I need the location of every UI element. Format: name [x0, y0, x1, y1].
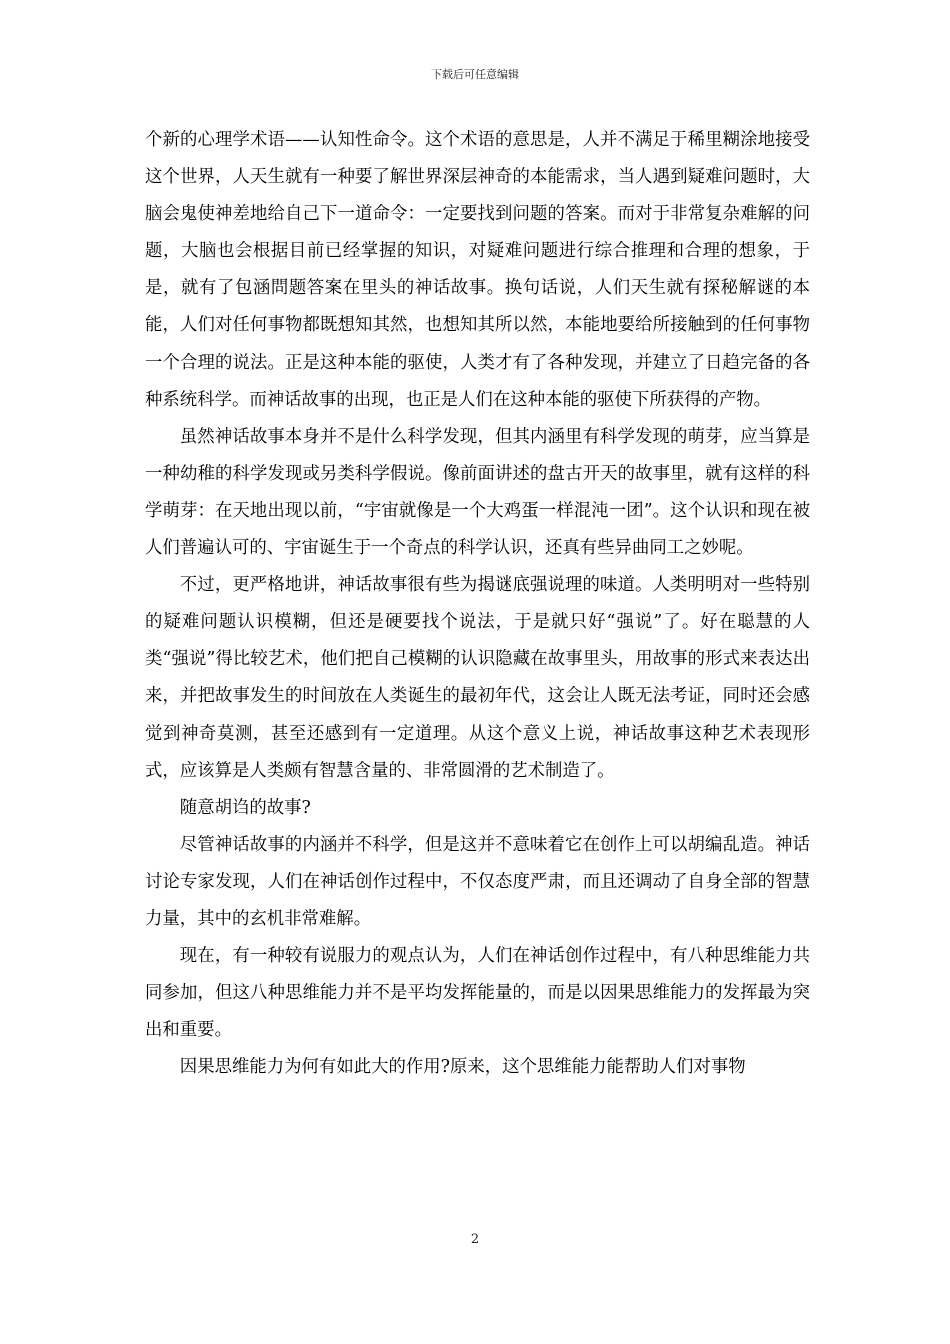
page-number: 2: [470, 1232, 480, 1247]
paragraph-2: 虽然神话故事本身并不是什么科学发现，但其内涵里有科学发现的萌芽，应当算是一种幼稚的科学发现或另类科学假说。像前面讲述的盘古开天的故事里，就有这样的科学萌芽：在天地出现以前，“宇宙就像是一个大鸡蛋一样混沌一团”。这个认识和现在被人们普遍认可的、宇宙诞生于一个奇点的科学认识，还真有些异曲同工之妙呢。: [145, 426, 810, 559]
body-text: [145, 122, 810, 1086]
paragraph-1: 个新的心理学术语——认知性命令。这个术语的意思是，人并不满足于稀里糊涂地接受这个世界，人天生就有一种要了解世界深层神奇的本能需求，当人遇到疑难问题时，大脑会鬼使神差地给自己下一道命令：一定要找到问题的答案。而对于非常复杂难解的问题，大脑也会根据目前已经掌握的知识，对疑难问题进行综合推理和合理的想象，于是，就有了包涵問题答案在里头的神话故事。换句话说，人们天生就有探秘解谜的本能，人们对任何事物都既想知其然，也想知其所以然，本能地要给所接触到的任何事物一个合理的说法。正是这种本能的驱使，人类才有了各种发现，并建立了日趋完备的各种系统科学。而神话故事的出现，也正是人们在这种本能的驱使下所获得的产物。: [145, 130, 810, 410]
paragraph-5: 现在，有一种较有说服力的观点认为，人们在神话创作过程中，有八种思维能力共同参加，但这八种思维能力并不是平均发挥能量的，而是以因果思维能力的发挥最为突出和重要。: [145, 946, 810, 1041]
paragraph-3: 不过，更严格地讲，神话故事很有些为揭谜底强说理的味道。人类明明对一些特别的疑难问题认识模糊，但还是硬要找个说法，于是就只好“强说”了。好在聪慧的人类“强说”得比较艺术，他们把自己模糊的认识隐藏在故事里头，用故事的形式来表达出来，并把故事发生的时间放在人类诞生的最初年代，这会让人既无法考证，同时还会感觉到神奇莫测，甚至还感到有一定道理。从这个意义上说，神话故事这种艺术表现形式，应该算是人类颇有智慧含量的、非常圆滑的艺术制造了。: [145, 575, 810, 781]
page-header: 下载后可任意编辑: [431, 68, 519, 81]
section-heading: 随意胡诌的故事?: [179, 797, 311, 818]
paragraph-4: 尽管神话故事的内涵并不科学，但是这并不意味着它在创作上可以胡编乱造。神话讨论专家发现，人们在神话创作过程中，不仅态度严肃，而且还调动了自身全部的智慧力量，其中的玄机非常难解。: [145, 834, 810, 929]
paragraph-6: 因果思维能力为何有如此大的作用?原来，这个思维能力能帮助人们对事物: [179, 1057, 746, 1078]
